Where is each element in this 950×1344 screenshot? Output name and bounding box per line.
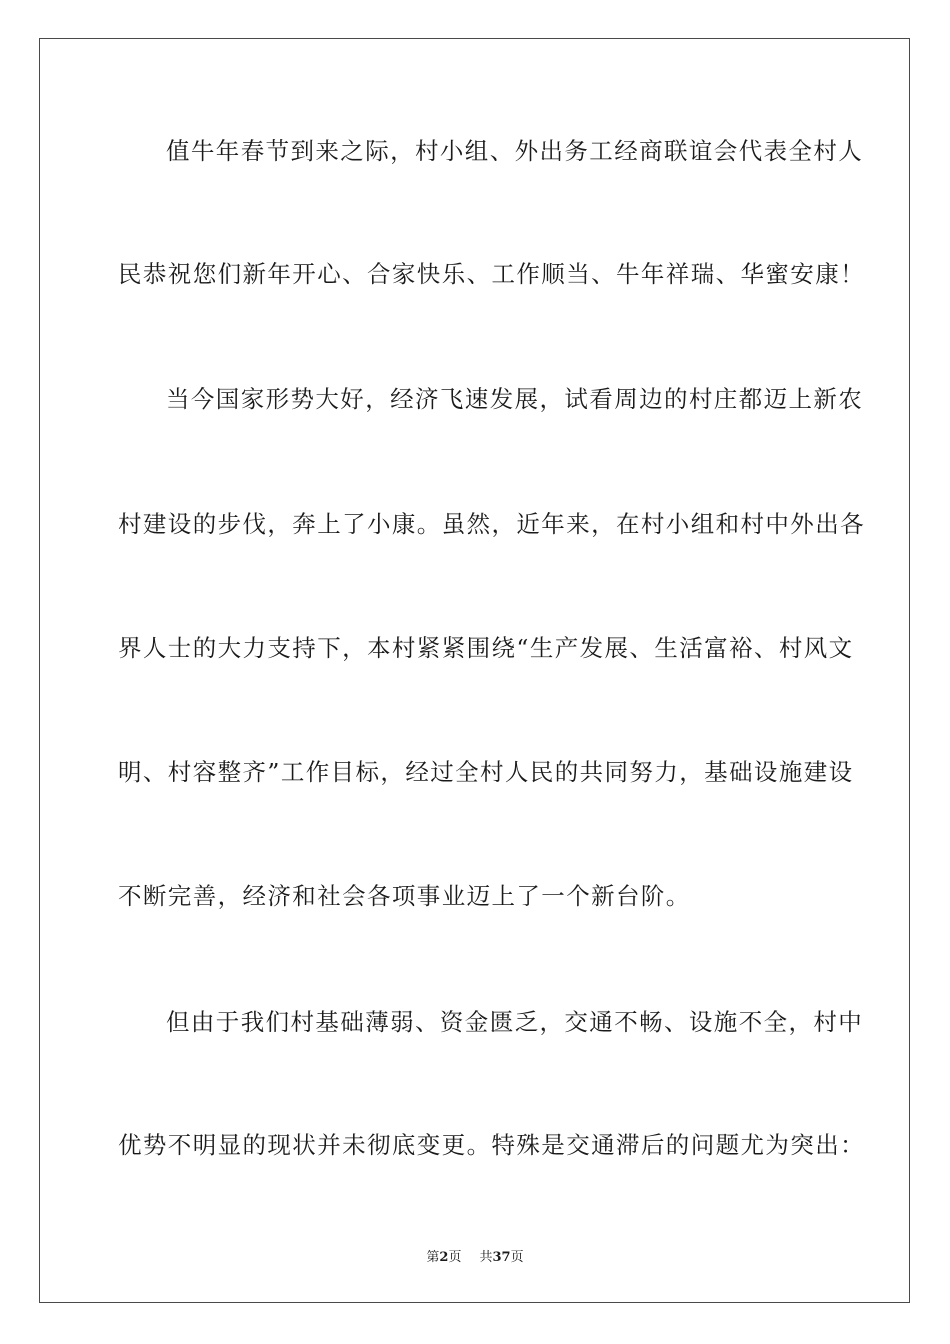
paragraph-2-line-2: 村建设的步伐，奔上了小康。虽然，近年来，在村小组和村中外出各 bbox=[118, 510, 865, 538]
paragraph-1-line-1: 值牛年春节到来之际，村小组、外出务工经商联谊会代表全村人 bbox=[166, 137, 864, 165]
paragraph-3-line-2: 优势不明显的现状并未彻底变更。特殊是交通滞后的问题尤为突出： bbox=[118, 1131, 865, 1159]
page-border bbox=[39, 38, 910, 1303]
paragraph-2-line-5: 不断完善，经济和社会各项事业迈上了一个新台阶。 bbox=[118, 882, 691, 910]
page-number: 2 bbox=[439, 1250, 449, 1265]
paragraph-2-line-3: 界人士的大力支持下，本村紧紧围绕“生产发展、生活富裕、村风文 bbox=[118, 634, 854, 662]
page-footer bbox=[0, 1246, 950, 1265]
total-pages: 37 bbox=[492, 1250, 511, 1265]
paragraph-2-line-1: 当今国家形势大好，经济飞速发展，试看周边的村庄都迈上新农 bbox=[166, 385, 864, 413]
paragraph-1-line-2: 民恭祝您们新年开心、合家快乐、工作顺当、牛年祥瑞、华蜜安康！ bbox=[118, 260, 865, 288]
page-suffix: 页 bbox=[448, 1250, 462, 1265]
total-suffix: 页 bbox=[510, 1250, 524, 1265]
total-prefix: 共 bbox=[479, 1250, 493, 1265]
paragraph-2-line-4: 明、村容整齐”工作目标，经过全村人民的共同努力，基础设施建设 bbox=[118, 758, 854, 786]
page-prefix: 第 bbox=[426, 1250, 440, 1265]
paragraph-3-line-1: 但由于我们村基础薄弱、资金匮乏，交通不畅、设施不全，村中 bbox=[166, 1008, 864, 1036]
